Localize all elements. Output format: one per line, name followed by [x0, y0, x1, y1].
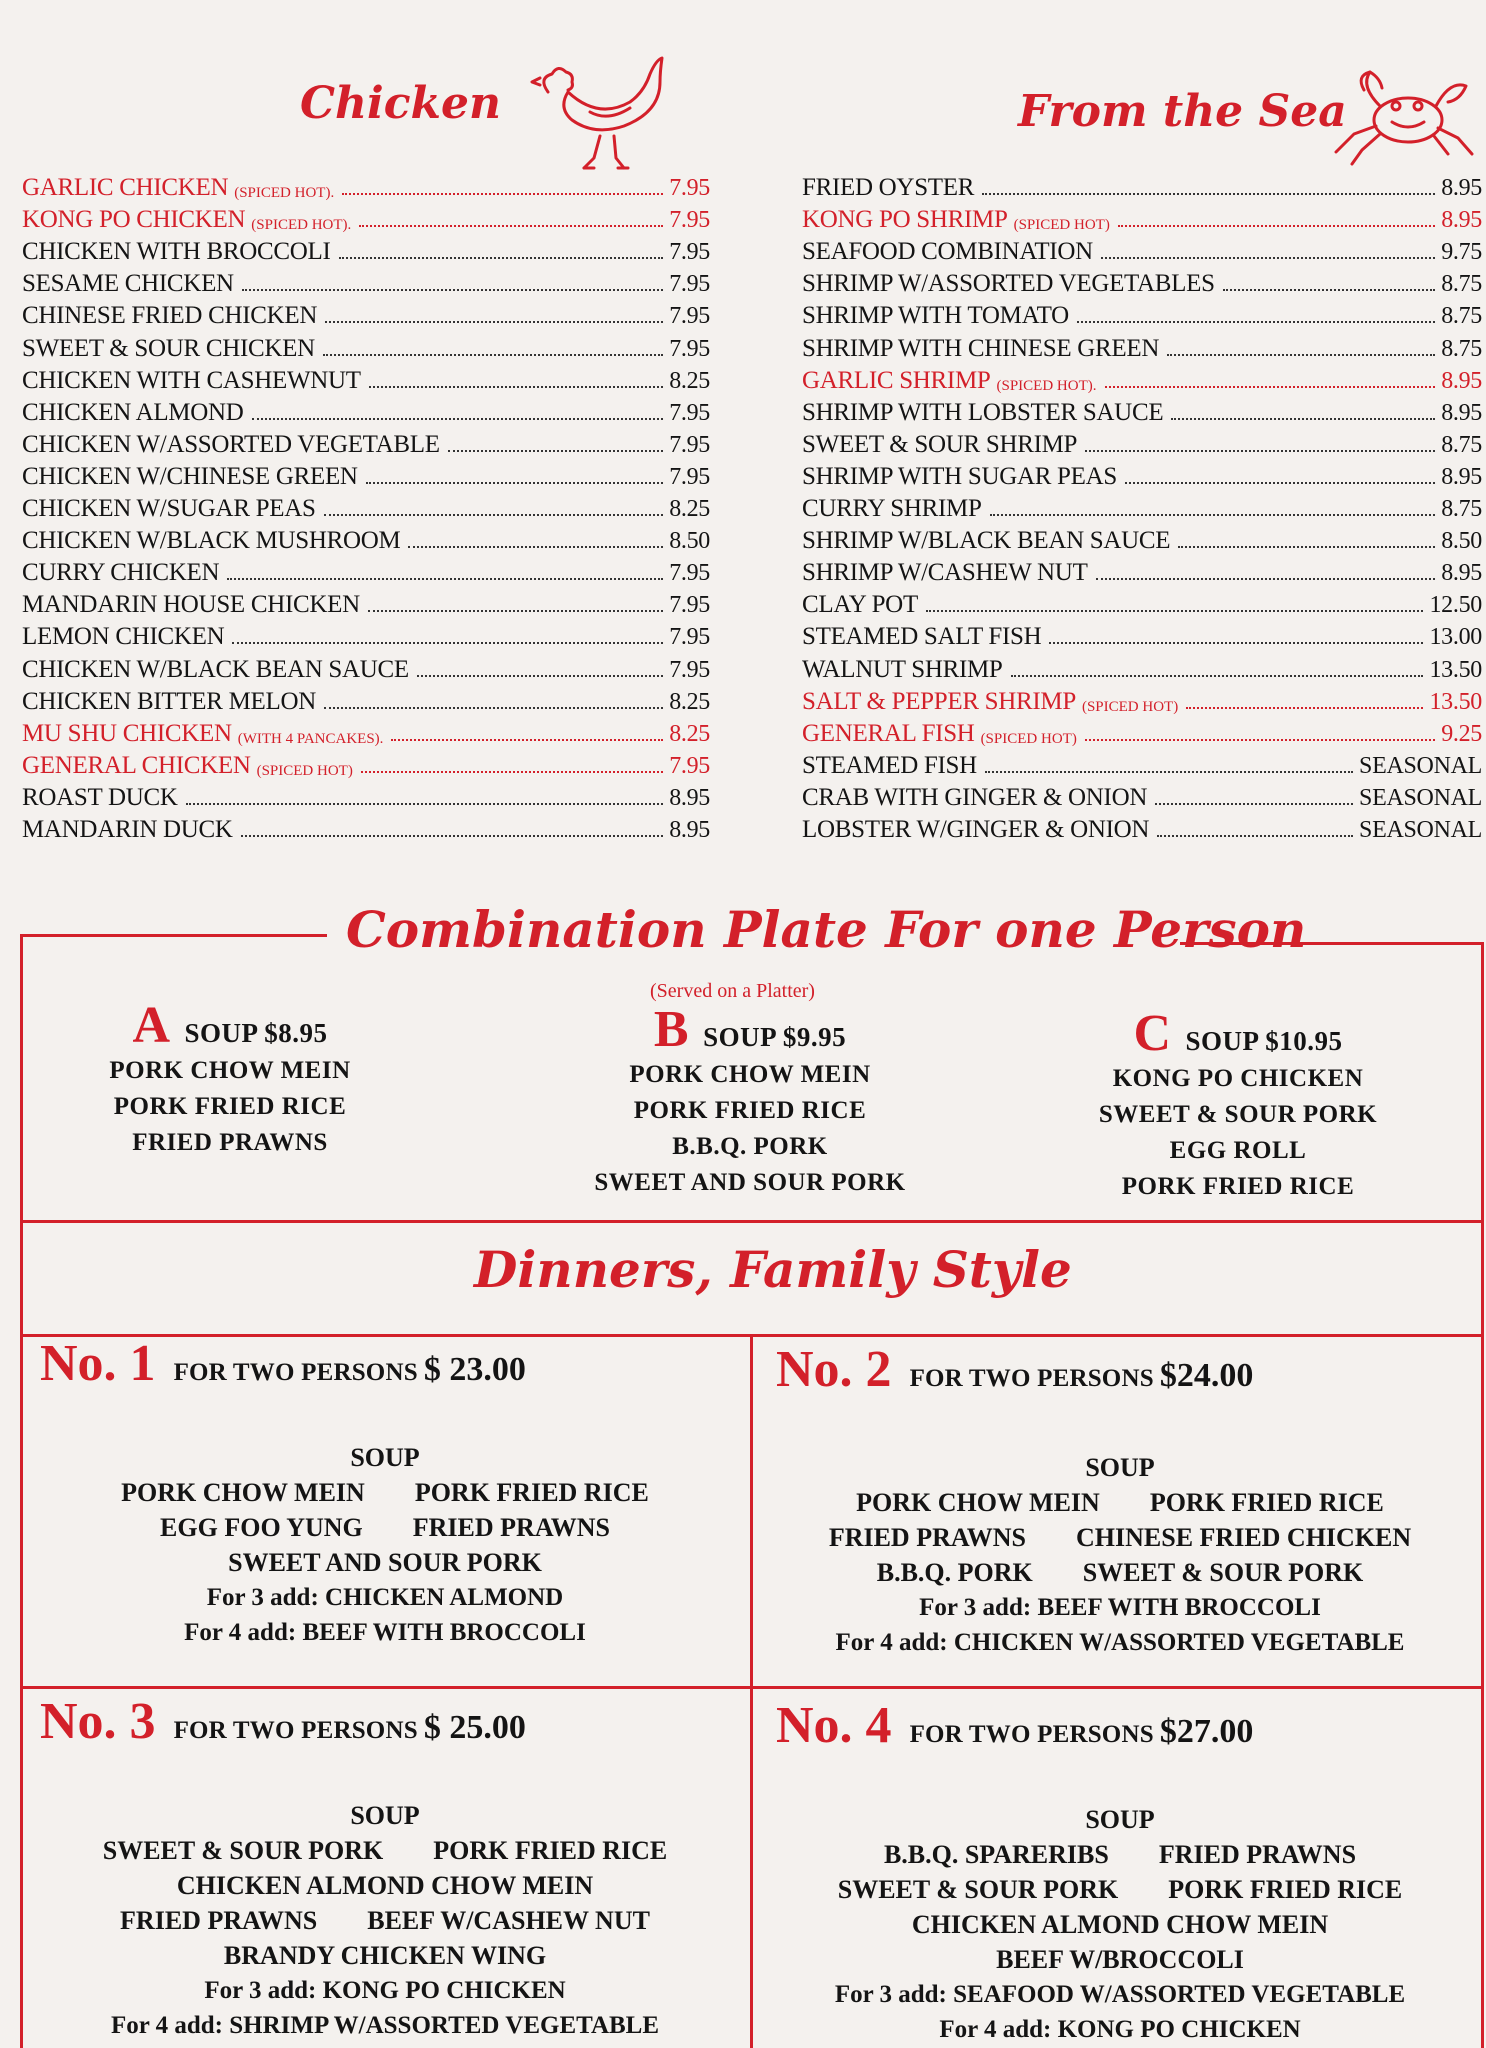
menu-item-name: SWEET & SOUR CHICKEN: [22, 334, 315, 362]
menu-item: [22, 459, 710, 491]
dot-leader: [369, 386, 663, 388]
menu-item: [802, 459, 1482, 491]
dot-leader: [985, 771, 1353, 773]
menu-item-price: 7.95: [669, 752, 710, 779]
dot-leader: [366, 482, 664, 484]
menu-item-name: FRIED OYSTER: [802, 174, 975, 202]
dot-leader: [1085, 450, 1435, 452]
menu-item: [22, 330, 710, 362]
dinner-addon: For 3 add: CHICKEN ALMOND: [206, 1584, 564, 1611]
menu-item-name: GENERAL FISH: [802, 719, 975, 747]
menu-item: [802, 363, 1482, 395]
menu-item-price: 8.75: [1441, 496, 1482, 523]
dot-leader: [391, 739, 663, 741]
dot-leader: [339, 257, 664, 259]
menu-item: [802, 716, 1482, 748]
menu-item-name: SHRIMP WITH LOBSTER SAUCE: [802, 398, 1164, 426]
dinner-1-header: [40, 1334, 526, 1393]
dinner-price: $27.00: [1159, 1713, 1254, 1750]
dinner-addon: For 4 add: BEEF WITH BROCCOLI: [184, 1619, 586, 1646]
menu-item-note: (SPICED HOT): [980, 730, 1077, 747]
dinner-addon: For 4 add: SHRIMP W/ASSORTED VEGETABLE: [110, 2012, 660, 2039]
menu-item-note: (SPICED HOT): [1081, 698, 1179, 715]
menu-item: [802, 234, 1482, 266]
dinner-item: EGG FOO YUNG: [160, 1513, 363, 1542]
dinner-price: $24.00: [1159, 1357, 1254, 1394]
menu-item-name: SHRIMP WITH SUGAR PEAS: [802, 462, 1117, 490]
dinner-addon: For 4 add: KONG PO CHICKEN: [939, 2016, 1301, 2043]
menu-item-price: 7.95: [669, 335, 710, 362]
menu-item-note: (WITH 4 PANCAKES).: [237, 730, 384, 747]
menu-item-note: (SPICED HOT).: [251, 217, 352, 234]
dinner-2-items: [760, 1450, 1480, 1660]
menu-item-price: 7.95: [669, 624, 710, 651]
menu-item-note: (SPICED HOT).: [996, 377, 1097, 394]
dinner-item: PORK FRIED RICE: [433, 1836, 668, 1865]
menu-item: [22, 266, 710, 298]
menu-item-name: CHICKEN W/ASSORTED VEGETABLE: [22, 430, 440, 458]
combo-divider: [20, 1220, 1484, 1223]
menu-item: [22, 234, 710, 266]
dot-leader: [990, 514, 1436, 516]
dinners-title: Dinners, Family Style: [474, 1240, 1072, 1299]
menu-item-name: MANDARIN DUCK: [22, 815, 233, 843]
menu-item-name: CHICKEN W/BLACK MUSHROOM: [22, 527, 401, 555]
plate-item: B.B.Q. PORK: [672, 1133, 828, 1160]
menu-item: [802, 395, 1482, 427]
menu-item: [22, 651, 710, 683]
menu-item: [802, 427, 1482, 459]
menu-item-price: SEASONAL: [1359, 784, 1482, 811]
menu-item-price: 8.75: [1441, 271, 1482, 298]
dot-leader: [325, 321, 663, 323]
dot-leader: [227, 578, 663, 580]
combo-plate-a: [80, 997, 380, 1161]
dinner-price: $ 23.00: [423, 1351, 526, 1388]
menu-item-price: 8.95: [669, 784, 710, 811]
dot-leader: [324, 707, 663, 709]
menu-item-name: CHICKEN W/SUGAR PEAS: [22, 495, 316, 523]
menu-item-name: MU SHU CHICKEN: [22, 719, 232, 747]
dot-leader: [1171, 418, 1435, 420]
chicken-icon: [530, 52, 670, 182]
menu-item-price: 9.75: [1441, 239, 1482, 266]
menu-item: [22, 812, 710, 844]
plate-letter: C: [1133, 1005, 1172, 1062]
menu-item-name: CHINESE FRIED CHICKEN: [22, 302, 318, 330]
menu-item-name: CHICKEN BITTER MELON: [22, 687, 316, 715]
menu-item: [802, 266, 1482, 298]
menu-item: [22, 298, 710, 330]
dot-leader: [1125, 482, 1435, 484]
menu-item-name: SESAME CHICKEN: [22, 270, 234, 298]
menu-item-name: CURRY CHICKEN: [22, 559, 220, 587]
menu-item-name: CHICKEN WITH CASHEWNUT: [22, 366, 361, 394]
menu-item-name: WALNUT SHRIMP: [802, 655, 1003, 683]
dinner-serves: FOR TWO PERSONS: [909, 1365, 1154, 1392]
menu-item-name: GENERAL CHICKEN: [22, 751, 251, 779]
menu-item-note: (SPICED HOT): [1013, 217, 1110, 234]
plate-item: KONG PO CHICKEN: [1112, 1065, 1364, 1092]
dinner-item: SWEET & SOUR PORK: [102, 1836, 384, 1865]
menu-item-price: 12.50: [1429, 592, 1482, 619]
menu-item-name: SALT & PEPPER SHRIMP: [802, 687, 1076, 715]
dinner-item: PORK FRIED RICE: [1168, 1875, 1403, 1904]
menu-item-price: 7.95: [669, 271, 710, 298]
dot-leader: [1186, 707, 1423, 709]
dot-leader: [926, 610, 1424, 612]
dot-leader: [242, 289, 663, 291]
dinner-serves: FOR TWO PERSONS: [173, 1717, 418, 1744]
dinners-vertical-rule: [750, 1334, 753, 2048]
dinner-item: FRIED PRAWNS: [120, 1906, 318, 1935]
menu-item: [802, 523, 1482, 555]
menu-item-name: SHRIMP WITH TOMATO: [802, 302, 1069, 330]
menu-item-name: CRAB WITH GINGER & ONION: [802, 783, 1148, 811]
combo-box-right: [1481, 942, 1484, 2048]
chicken-section-title: Chicken: [300, 78, 501, 129]
sea-menu-list: [802, 170, 1482, 844]
menu-item-name: LEMON CHICKEN: [22, 623, 225, 651]
menu-item-price: 7.95: [669, 175, 710, 202]
dot-leader: [1178, 546, 1435, 548]
dinner-item: PORK FRIED RICE: [414, 1478, 649, 1507]
menu-item-name: CHICKEN W/BLACK BEAN SAUCE: [22, 655, 409, 683]
menu-item-price: 8.95: [1441, 560, 1482, 587]
menu-item-name: KONG PO SHRIMP: [802, 206, 1008, 234]
plate-item: PORK CHOW MEIN: [109, 1057, 351, 1084]
menu-item-price: 8.75: [1441, 335, 1482, 362]
dot-leader: [1105, 386, 1436, 388]
dinner-number: No. 1: [40, 1335, 156, 1392]
dinner-addon: For 3 add: SEAFOOD W/ASSORTED VEGETABLE: [834, 1981, 1406, 2008]
menu-item: [22, 395, 710, 427]
dot-leader: [1077, 321, 1435, 323]
menu-item-note: (SPICED HOT): [256, 762, 353, 779]
plate-soup-price: SOUP $9.95: [703, 1022, 847, 1052]
menu-item-name: STEAMED SALT FISH: [802, 623, 1042, 651]
plate-soup-price: SOUP $10.95: [1185, 1026, 1343, 1056]
plate-item: PORK CHOW MEIN: [629, 1061, 871, 1088]
dinner-4-items: [760, 1802, 1480, 2047]
menu-item: [22, 170, 710, 202]
dinner-addon: For 4 add: CHICKEN W/ASSORTED VEGETABLE: [835, 1629, 1405, 1656]
menu-item-name: SHRIMP W/ASSORTED VEGETABLES: [802, 270, 1215, 298]
menu-item-price: 8.95: [1441, 399, 1482, 426]
menu-item: [22, 780, 710, 812]
menu-item: [802, 491, 1482, 523]
plate-item: EGG ROLL: [1169, 1137, 1307, 1164]
dinner-item: FRIED PRAWNS: [828, 1523, 1026, 1552]
dinner-3-items: [30, 1798, 740, 2043]
menu-item-name: SHRIMP WITH CHINESE GREEN: [802, 334, 1160, 362]
menu-item-name: CURRY SHRIMP: [802, 495, 982, 523]
menu-item-price: 7.95: [669, 592, 710, 619]
menu-item: [802, 555, 1482, 587]
menu-item: [22, 202, 710, 234]
menu-item-name: MANDARIN HOUSE CHICKEN: [22, 591, 360, 619]
dot-leader: [448, 450, 663, 452]
menu-item-price: 7.95: [669, 463, 710, 490]
dinner-item: FRIED PRAWNS: [1158, 1840, 1357, 1869]
dot-leader: [186, 803, 664, 805]
dinner-item: BEEF W/BROCCOLI: [996, 1945, 1244, 1974]
menu-item-price: 8.50: [1441, 528, 1482, 555]
menu-item-name: STEAMED FISH: [802, 751, 977, 779]
dot-leader: [232, 642, 663, 644]
menu-item-name: SEAFOOD COMBINATION: [802, 238, 1093, 266]
dinner-item: CHICKEN ALMOND CHOW MEIN: [176, 1871, 594, 1900]
menu-item-price: 8.75: [1441, 303, 1482, 330]
dinner-item: SWEET & SOUR PORK: [837, 1875, 1119, 1904]
dinner-soup: SOUP: [1085, 1453, 1155, 1482]
dot-leader: [241, 835, 663, 837]
plate-letter: A: [132, 997, 171, 1054]
menu-item-name: LOBSTER W/GINGER & ONION: [802, 815, 1150, 843]
dot-leader: [1101, 257, 1435, 259]
dinner-item: B.B.Q. PORK: [876, 1558, 1033, 1587]
dinner-item: PORK CHOW MEIN: [856, 1488, 1100, 1517]
dot-leader: [1223, 289, 1436, 291]
crab-icon: [1330, 62, 1480, 172]
menu-item: [802, 170, 1482, 202]
plate-letter: B: [653, 1001, 690, 1058]
menu-item-price: 8.75: [1441, 431, 1482, 458]
dinner-item: CHICKEN ALMOND CHOW MEIN: [911, 1910, 1329, 1939]
combo-plate-c: [1068, 1005, 1408, 1205]
dinner-number: No. 3: [40, 1693, 156, 1750]
dot-leader: [323, 354, 663, 356]
dot-leader: [1049, 642, 1423, 644]
menu-item-price: 8.95: [1441, 207, 1482, 234]
menu-item-name: SHRIMP W/BLACK BEAN SAUCE: [802, 527, 1171, 555]
plate-soup-price: SOUP $8.95: [184, 1018, 328, 1048]
dinner-4-header: [776, 1696, 1253, 1755]
dinner-item: PORK CHOW MEIN: [121, 1478, 365, 1507]
dot-leader: [359, 225, 663, 227]
menu-item-price: 7.95: [669, 399, 710, 426]
dinner-item: SWEET AND SOUR PORK: [228, 1548, 542, 1577]
dinner-serves: FOR TWO PERSONS: [909, 1721, 1154, 1748]
menu-item: [22, 748, 710, 780]
menu-item-price: 7.95: [669, 207, 710, 234]
dot-leader: [1167, 354, 1435, 356]
menu-item-price: 7.95: [669, 239, 710, 266]
dinner-item: BRANDY CHICKEN WING: [223, 1941, 547, 1970]
menu-item-name: KONG PO CHICKEN: [22, 206, 246, 234]
menu-item: [802, 298, 1482, 330]
menu-item: [22, 684, 710, 716]
menu-item-price: SEASONAL: [1359, 752, 1482, 779]
dot-leader: [1157, 835, 1353, 837]
menu-item: [22, 587, 710, 619]
dinner-item: SWEET & SOUR PORK: [1082, 1558, 1364, 1587]
menu-item-price: 8.95: [669, 816, 710, 843]
combo-box-top-left: [22, 934, 327, 937]
dot-leader: [1011, 675, 1424, 677]
dinner-price: $ 25.00: [423, 1709, 526, 1746]
menu-item-name: CHICKEN W/CHINESE GREEN: [22, 462, 358, 490]
menu-item: [802, 651, 1482, 683]
dinner-item: CHINESE FRIED CHICKEN: [1076, 1523, 1412, 1552]
dot-leader: [324, 514, 664, 516]
menu-item-price: 7.95: [669, 656, 710, 683]
menu-item: [22, 619, 710, 651]
menu-item-price: 8.25: [669, 496, 710, 523]
plate-item: SWEET & SOUR PORK: [1098, 1101, 1378, 1128]
menu-item-name: SWEET & SOUR SHRIMP: [802, 430, 1078, 458]
menu-item-price: 8.25: [669, 688, 710, 715]
chicken-menu-list: [22, 170, 710, 844]
menu-item-price: 7.95: [669, 431, 710, 458]
dot-leader: [342, 193, 663, 195]
dot-leader: [982, 193, 1435, 195]
menu-item-price: 8.25: [669, 720, 710, 747]
combo-subtitle: (Served on a Platter): [650, 980, 815, 1002]
menu-item: [22, 427, 710, 459]
dinner-item: BEEF W/CASHEW NUT: [367, 1906, 650, 1935]
dinner-soup: SOUP: [350, 1801, 420, 1830]
menu-item-note: (SPICED HOT).: [234, 185, 335, 202]
dinner-3-header: [40, 1692, 526, 1751]
menu-item-price: 8.50: [669, 528, 710, 555]
menu-item-price: 13.50: [1429, 688, 1482, 715]
combo-box-left: [20, 934, 23, 2048]
menu-item-price: 8.95: [1441, 367, 1482, 394]
dot-leader: [1096, 578, 1436, 580]
dinner-item: FRIED PRAWNS: [412, 1513, 610, 1542]
menu-item-name: GARLIC CHICKEN: [22, 174, 229, 202]
menu-item-price: 13.00: [1429, 624, 1482, 651]
menu-item-price: 13.50: [1429, 656, 1482, 683]
menu-item: [22, 363, 710, 395]
dinner-2-header: [776, 1340, 1253, 1399]
plate-item: PORK FRIED RICE: [1121, 1173, 1355, 1200]
menu-item: [802, 587, 1482, 619]
plate-item: PORK FRIED RICE: [633, 1097, 867, 1124]
dot-leader: [1155, 803, 1353, 805]
menu-item: [22, 523, 710, 555]
combo-title: Combination Plate For one Person: [346, 900, 1307, 959]
dinner-item: PORK FRIED RICE: [1149, 1488, 1384, 1517]
menu-item-name: CHICKEN WITH BROCCOLI: [22, 238, 331, 266]
menu-item: [22, 555, 710, 587]
dinner-soup: SOUP: [350, 1443, 420, 1472]
menu-item-price: SEASONAL: [1359, 816, 1482, 843]
menu-item: [802, 202, 1482, 234]
menu-item: [802, 748, 1482, 780]
menu-item: [802, 619, 1482, 651]
dinner-1-items: [30, 1440, 740, 1650]
dot-leader: [361, 771, 663, 773]
dot-leader: [1118, 225, 1435, 227]
dinner-item: B.B.Q. SPARERIBS: [883, 1840, 1109, 1869]
menu-item: [22, 491, 710, 523]
sea-section-title: From the Sea: [1018, 86, 1347, 137]
dot-leader: [408, 546, 663, 548]
menu-item-name: GARLIC SHRIMP: [802, 366, 991, 394]
dinner-addon: For 3 add: BEEF WITH BROCCOLI: [919, 1594, 1321, 1621]
plate-item: FRIED PRAWNS: [132, 1129, 328, 1156]
dinner-serves: FOR TWO PERSONS: [173, 1359, 418, 1386]
menu-item-name: ROAST DUCK: [22, 783, 178, 811]
combo-plate-b: [570, 1001, 930, 1201]
dinner-soup: SOUP: [1085, 1805, 1155, 1834]
menu-item-price: 8.95: [1441, 463, 1482, 490]
menu-item-price: 7.95: [669, 303, 710, 330]
menu-item-name: CHICKEN ALMOND: [22, 398, 244, 426]
menu-item: [802, 684, 1482, 716]
dot-leader: [252, 418, 664, 420]
menu-item-name: SHRIMP W/CASHEW NUT: [802, 559, 1088, 587]
menu-item-price: 7.95: [669, 560, 710, 587]
menu-item-name: CLAY POT: [802, 591, 918, 619]
menu-item-price: 8.25: [669, 367, 710, 394]
menu-item: [22, 716, 710, 748]
dot-leader: [417, 675, 663, 677]
menu-item: [802, 330, 1482, 362]
dinner-number: No. 4: [776, 1697, 892, 1754]
plate-item: SWEET AND SOUR PORK: [594, 1169, 906, 1196]
dinner-addon: For 3 add: KONG PO CHICKEN: [204, 1977, 566, 2004]
dot-leader: [368, 610, 663, 612]
menu-item-price: 9.25: [1441, 720, 1482, 747]
dot-leader: [1085, 739, 1435, 741]
menu-item-price: 8.95: [1441, 175, 1482, 202]
menu-item: [802, 780, 1482, 812]
dinner-number: No. 2: [776, 1341, 892, 1398]
menu-item: [802, 812, 1482, 844]
plate-item: PORK FRIED RICE: [113, 1093, 347, 1120]
